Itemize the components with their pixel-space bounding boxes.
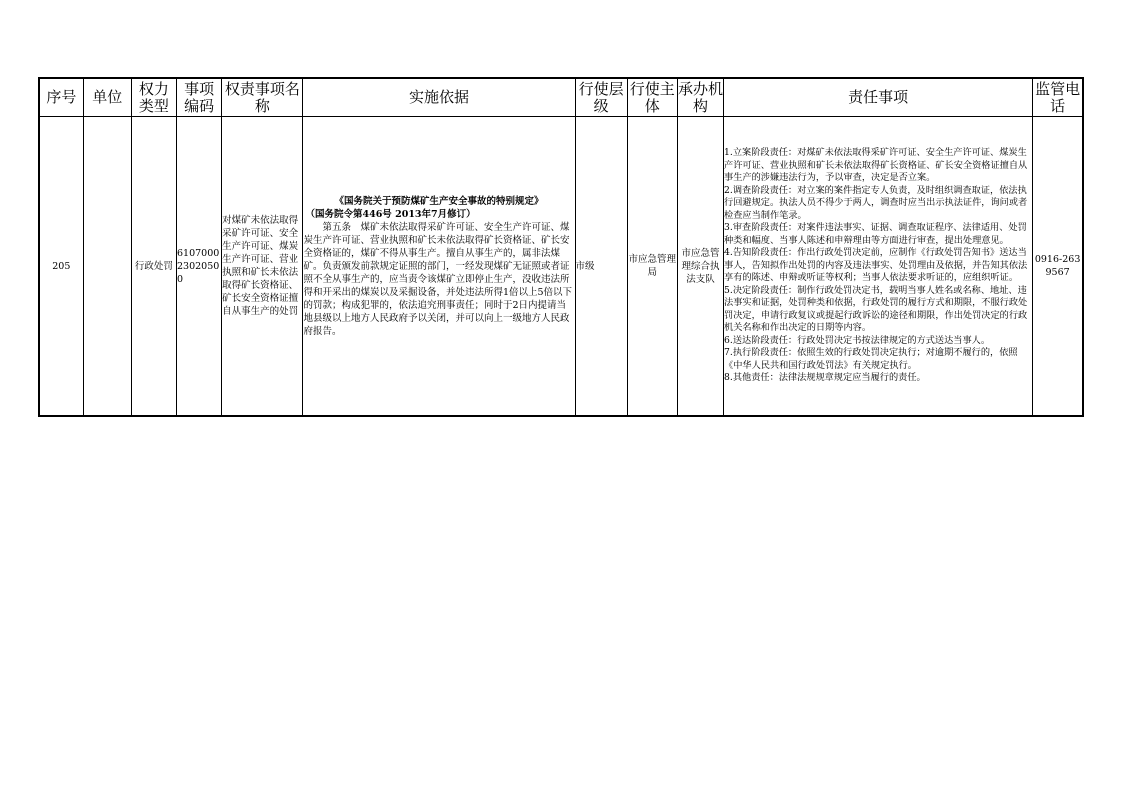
header-level: 行使层级: [575, 78, 627, 117]
responsibility-item: 6.送达阶段责任：行政处罚决定书按法律规定的方式送达当事人。: [724, 334, 991, 346]
cell-subject: 市应急管理局: [627, 117, 677, 417]
cell-item-name: 对煤矿未依法取得采矿许可证、安全生产许可证、煤炭生产许可证、营业执照和矿长未依法取得矿长资格证、矿长安全资格证擅自从事生产的处罚: [222, 117, 303, 417]
cell-power-type: 行政处罚: [131, 117, 176, 417]
cell-unit: [83, 117, 131, 417]
responsibility-item: 2.调查阶段责任：对立案的案件指定专人负责，及时组织调查取证，依法执行回避规定。执法人员不得少于两人，调查时应当出示执法证件，询问或者检查应当制作笔录。: [724, 184, 1028, 221]
cell-agency: 市应急管理综合执法支队: [677, 117, 723, 417]
basis-subtitle: （国务院令第446号 2013年7月修订）: [305, 208, 476, 220]
header-row: [39, 78, 1083, 117]
responsibility-item: 1.立案阶段责任：对煤矿未依法取得采矿许可证、安全生产许可证、煤炭生产许可证、营业执照和矿长未依法取得矿长资格证、矿长安全资格证擅自从事生产的涉嫌违法行为，予以审查，决定是否立案。: [724, 147, 1028, 184]
cell-code: 610700023020500: [177, 117, 222, 417]
cell-responsibility: [724, 117, 1033, 417]
basis-title: 《国务院关于预防煤矿生产安全事故的特别规定》: [334, 195, 544, 207]
header-item-name: 权责事项名称: [222, 78, 303, 117]
cell-seq: 205: [39, 117, 83, 417]
header-basis: 实施依据: [303, 78, 575, 117]
cell-basis: [303, 117, 575, 417]
header-responsibility: 责任事项: [724, 78, 1033, 117]
header-seq: 序号: [39, 78, 83, 117]
responsibility-item: 5.决定阶段责任：制作行政处罚决定书，载明当事人姓名或名称、地址、违法事实和证据，处罚种类和依据，行政处罚的履行方式和期限，不服行政处罚决定，申请行政复议或提起行政诉讼的途径和期限，作出处罚决定的行政机关名称和作出决定的日期等内容。: [724, 284, 1028, 334]
responsibility-item: 4.告知阶段责任：作出行政处罚决定前，应制作《行政处罚告知书》送达当事人，告知拟作出处罚的内容及违法事实、处罚理由及依据，并告知其依法享有的陈述、申辩或听证等权利；当事人依法要求听证的，应组织听证。: [724, 247, 1028, 284]
responsibility-item: 3.审查阶段责任：对案件违法事实、证据、调查取证程序、法律适用、处罚种类和幅度、当事人陈述和申辩理由等方面进行审查，提出处理意见。: [724, 222, 1027, 246]
header-code: 事项编码: [177, 78, 222, 117]
header-power-type: 权力类型: [131, 78, 176, 117]
header-agency: 承办机构: [677, 79, 723, 115]
header-subject: 行使主体: [627, 78, 677, 117]
cell-level: 市级: [575, 117, 627, 417]
responsibility-item: 7.执行阶段责任：依照生效的行政处罚决定执行；对逾期不履行的，依照《中华人民共和国行政处罚法》有关规定执行。: [724, 347, 1018, 371]
cell-phone: 0916-2639567: [1033, 117, 1083, 417]
power-list-table: [38, 77, 1084, 417]
responsibility-item: 8.其他责任：法律法规规章规定应当履行的责任。: [724, 372, 926, 384]
header-unit: 单位: [83, 78, 131, 117]
header-phone: 监管电话: [1033, 78, 1083, 117]
basis-text: 第五条 煤矿未依法取得采矿许可证、安全生产许可证、煤炭生产许可证、营业执照和矿长未依法取得矿长资格证、矿长安全资格证的，煤矿不得从事生产。擅自从事生产的，属非法煤矿。负责颁发前款规定证照的部门，一经发现煤矿无证照或者证照不全从事生产的，应当责令该煤矿立即停止生产，没收违法所得和开采出的煤炭以及采掘设备，并处违法所得1倍以上5倍以下的罚款；构成犯罪的，依法追究刑事责任；同时于2日内提请当地县级以上地方人民政府予以关闭，并可以向上一级地方人民政府报告。: [303, 221, 573, 337]
table-row: [39, 117, 1083, 417]
